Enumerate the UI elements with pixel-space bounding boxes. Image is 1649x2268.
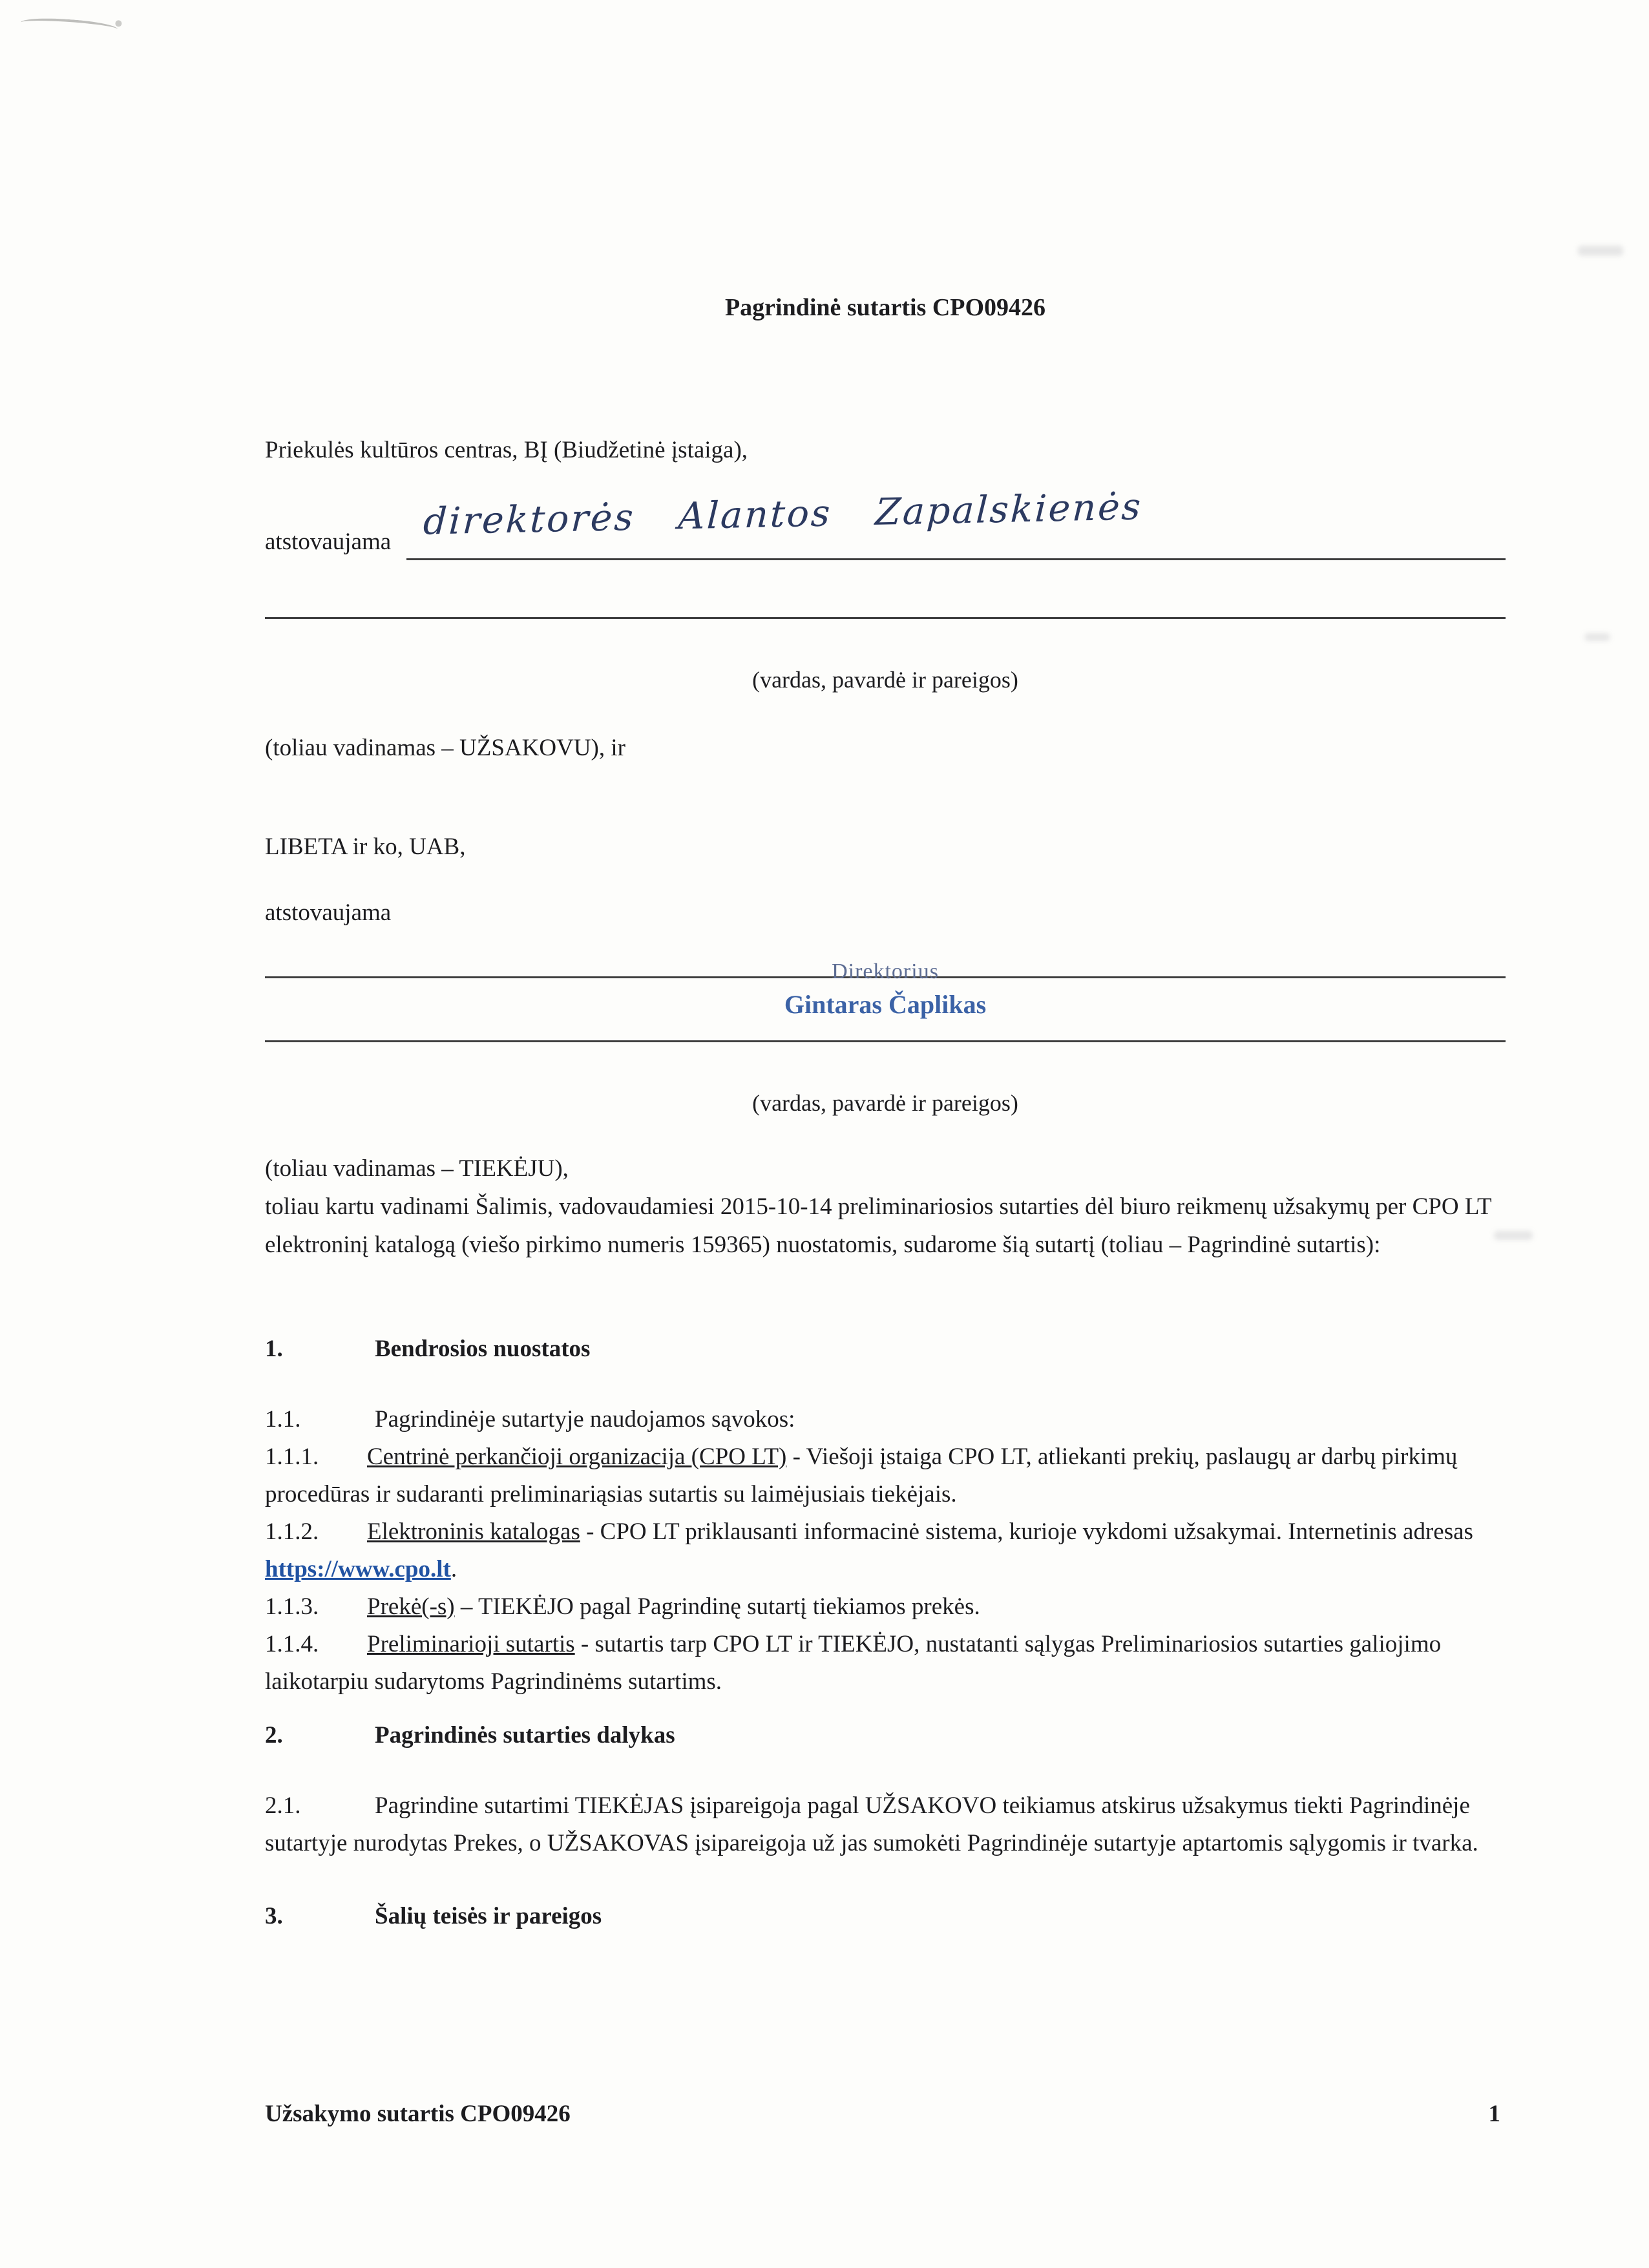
section-2-heading: [265, 1720, 1506, 1751]
clause-1-1-2-text: - CPO LT priklausanti informacinė sistema, kurioje vykdomi užsakymai. Internetinis adresas: [580, 1518, 1473, 1545]
party2-signer-title: Direktorius: [832, 960, 939, 983]
section-3-heading: [265, 1901, 1506, 1932]
clause-1-1-1-term: Centrinė perkančioji organizacija (CPO LT): [367, 1444, 787, 1470]
signature-rule-2: [265, 1040, 1506, 1042]
party1-handwritten-name: direktorės Alantos Zapalskienės: [422, 485, 1144, 543]
party2-name-line: LIBETA ir ko, UAB,: [265, 834, 466, 860]
section-2-number: 2.: [265, 1722, 283, 1748]
scan-smudge: [1584, 633, 1610, 641]
scan-smudge: [1578, 246, 1623, 256]
signature-rule-1: [265, 617, 1506, 619]
party2-alias-line: (toliau vadinamas – TIEKĖJU),: [265, 1155, 569, 1182]
party1-caption: (vardas, pavardė ir pareigos): [752, 667, 1018, 693]
clause-1-1-3-number: 1.1.3.: [265, 1593, 319, 1620]
party2-caption: (vardas, pavardė ir pareigos): [752, 1090, 1018, 1116]
party1-signature-line: [406, 485, 1506, 560]
document-body: [265, 0, 1506, 1932]
scan-artifact-mark: [20, 16, 118, 36]
clause-1-1-4: [265, 1626, 1506, 1701]
clause-2-1-text: Pagrindine sutartimi TIEKĖJAS įsipareigoja pagal UŽSAKOVO teikiamus atskirus užsakymus tiekti Pagrindinėje sutartyje nurodytas Prekes, o UŽSAKOVAS įsipareigoja už jas sumokėti Pagrindinėje sutartyje aptartomis sąlygomis ir tvarka.: [265, 1792, 1478, 1856]
clause-1-1-number: 1.1.: [265, 1406, 301, 1433]
footer-page-number: 1: [1488, 2101, 1500, 2127]
section-1-title: Bendrosios nuostatos: [375, 1336, 591, 1362]
section-3-title: Šalių teisės ir pareigos: [375, 1903, 602, 1929]
clause-1-1-3: [265, 1588, 1506, 1626]
section-1-heading: [265, 1334, 1506, 1365]
clause-1-1-4-text: - sutartis tarp CPO LT ir TIEKĖJO, nustatanti sąlygas Preliminariosios sutarties galiojimo laikotarpiu sudarytoms Pagrindinėms sutartims.: [265, 1631, 1442, 1695]
clause-2-1: [265, 1787, 1506, 1862]
cpo-website-link[interactable]: https://www.cpo.lt: [265, 1556, 451, 1582]
party2-represented-label: atstovaujama: [265, 899, 392, 926]
section-1-number: 1.: [265, 1336, 283, 1362]
party1-represented-label: atstovaujama: [265, 529, 392, 555]
signer-title-rule: [265, 947, 1506, 983]
clause-1-1-1-number: 1.1.1.: [265, 1444, 319, 1470]
clause-1-1-1: [265, 1438, 1506, 1513]
party1-alias-line: (toliau vadinamas – UŽSAKOVU), ir: [265, 735, 625, 761]
clause-1-1-4-number: 1.1.4.: [265, 1631, 319, 1657]
clause-1-1-2: [265, 1513, 1506, 1588]
clause-1-1-2-term: Elektroninis katalogas: [367, 1518, 580, 1545]
clause-1-1-3-text: – TIEKĖJO pagal Pagrindinę sutartį tiekiamos prekės.: [454, 1593, 980, 1620]
section-3-number: 3.: [265, 1903, 283, 1929]
clause-1-1-4-term: Preliminarioji sutartis: [367, 1631, 575, 1657]
party1-representative-row: [265, 485, 1506, 560]
clause-1-1: [265, 1401, 1506, 1438]
clause-2-1-number: 2.1.: [265, 1792, 301, 1819]
party1-name-line: Priekulės kultūros centras, BĮ (Biudžetinė įstaiga),: [265, 437, 748, 463]
document-title: Pagrindinė sutartis CPO09426: [724, 294, 1046, 321]
party2-signer-name: Gintaras Čaplikas: [784, 990, 987, 1019]
clause-1-1-text: Pagrindinėje sutartyje naudojamos sąvokos:: [375, 1406, 795, 1433]
clause-1-1-2-tail: .: [450, 1556, 457, 1582]
clause-1-1-3-term: Prekė(-s): [367, 1593, 455, 1620]
page-footer: [265, 2100, 1500, 2128]
section-2-title: Pagrindinės sutarties dalykas: [375, 1722, 675, 1748]
clause-1-1-2-number: 1.1.2.: [265, 1518, 319, 1545]
clause-1-1-1-text: - Viešoji įstaiga CPO LT, atliekanti prekių, paslaugų ar darbų pirkimų procedūras ir sudaranti preliminariąsias sutartis su laimėjusiais tiekėjais.: [265, 1444, 1458, 1507]
preamble-paragraph: toliau kartu vadinami Šalimis, vadovaudamiesi 2015-10-14 preliminariosios sutarties dėl biuro reikmenų užsakymų per CPO LT elektroninį katalogą (viešo pirkimo numeris 159365) nuostatomis, sudarome šią sutartį (toliau – Pagrindinė sutartis):: [265, 1193, 1491, 1258]
footer-document-ref: Užsakymo sutartis CPO09426: [265, 2101, 571, 2127]
